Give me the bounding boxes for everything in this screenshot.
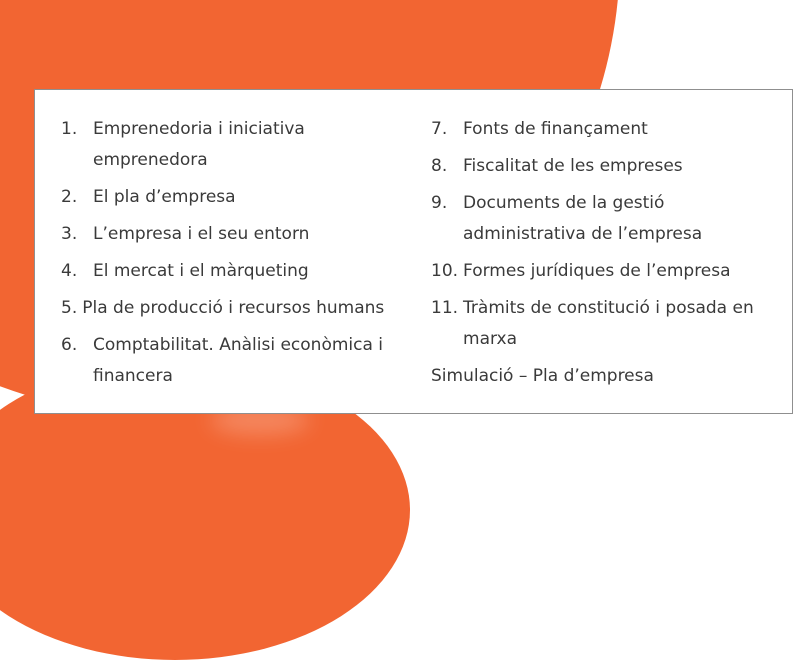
item-number: 6.	[61, 335, 78, 355]
item-title: Pla de producció i recursos humans	[82, 298, 385, 318]
list-item	[431, 114, 776, 145]
list-item	[61, 330, 411, 392]
list-item	[61, 182, 411, 213]
simulation-item: Simulació – Pla d’empresa	[431, 366, 654, 386]
item-title: L’empresa i el seu entorn	[93, 224, 310, 244]
item-number: 7.	[431, 119, 448, 139]
item-title: Emprenedoria i iniciativa emprenedora	[93, 119, 305, 170]
contents-list-left	[61, 114, 411, 398]
item-title: El pla d’empresa	[93, 187, 236, 207]
item-title: El mercat i el màrqueting	[93, 261, 309, 281]
list-item	[61, 293, 411, 324]
item-title: Tràmits de constitució i posada en marxa	[463, 298, 754, 349]
list-item	[431, 151, 776, 182]
item-number: 4.	[61, 261, 78, 281]
item-number: 3.	[61, 224, 78, 244]
item-title: Fiscalitat de les empreses	[463, 156, 683, 176]
list-item	[61, 114, 411, 176]
item-title: Formes jurídiques de l’empresa	[463, 261, 731, 281]
list-item	[61, 219, 411, 250]
item-number: 8.	[431, 156, 448, 176]
list-item	[431, 256, 776, 287]
item-number: 1.	[61, 119, 78, 139]
item-number: 11.	[431, 298, 459, 318]
item-number: 2.	[61, 187, 78, 207]
list-item	[61, 256, 411, 287]
item-title: Fonts de finançament	[463, 119, 648, 139]
list-item	[431, 293, 776, 355]
item-title: Comptabilitat. Anàlisi econòmica i financera	[93, 335, 384, 386]
item-title: Documents de la gestió administrativa de l’empresa	[463, 193, 703, 244]
contents-list-right	[431, 114, 776, 392]
item-number: 9.	[431, 193, 448, 213]
list-item	[431, 188, 776, 250]
item-number: 5.	[61, 298, 78, 318]
item-number: 10.	[431, 261, 459, 281]
contents-card	[34, 89, 793, 414]
